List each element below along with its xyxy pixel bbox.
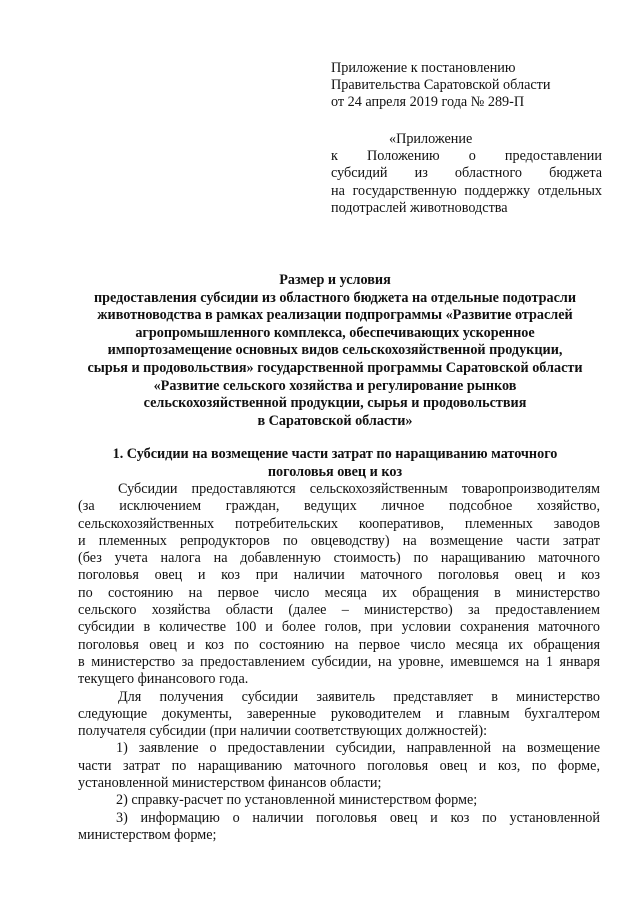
section-body [78,481,600,844]
text-line: 1) заявление о предоставлении субсидии, направленной на возмещение [116,740,600,757]
title-line: в Саратовской области» [257,412,413,429]
annex-reference [331,131,602,217]
list-item-application [78,740,600,792]
header-line: Правительства Саратовской области [331,77,551,94]
text-line: получателя субсидии (при наличии соответствующих должностей): [78,723,488,740]
title-line: предоставления субсидии из областного бюджета на отдельные подотрасли [93,289,577,306]
text-line: части затрат по наращиванию маточного поголовья овец и коз, по форме, [78,757,600,774]
text-line: и племенных репродукторов по овцеводству) на возмещение части затрат [78,532,600,549]
text-line: (без учета налога на добавленную стоимость) по наращиванию маточного [78,550,600,567]
text-line: в министерство за предоставлением субсидии, на уровне, имевшемся на 1 января [78,653,600,670]
annex-line: к Положению о предоставлении [331,148,602,165]
text-line: министерством форме; [78,826,217,843]
section-heading [70,446,600,481]
text-line: по состоянию на первое число месяца их обращения в министерство [78,584,600,601]
header-line: Приложение к постановлению [331,60,516,76]
title-line: агропромышленного комплекса, обеспечивающих ускоренное [135,324,535,341]
annex-line: подотраслей животноводства [331,199,508,216]
text-line: субсидии в количестве 100 и более голов, при условии сохранения маточного [78,619,600,636]
document-title [70,272,600,430]
text-line: Субсидии предоставляются сельскохозяйственным товаропроизводителям [118,481,600,497]
list-item-livestock-info [78,810,600,845]
text-line: следующие документы, заверенные руководителем и главным бухгалтером [78,705,600,722]
section-heading-line: 1. Субсидии на возмещение части затрат по наращиванию маточного [112,446,558,462]
text-line: (за исключением граждан, ведущих личное подсобное хозяйство, [78,498,600,515]
title-line: сырья и продовольствия» государственной программы Саратовской области [87,359,583,376]
annex-line: субсидий из областного бюджета [331,165,602,182]
text-line: сельского хозяйства области (далее – министерство) за предоставлением [78,602,600,619]
paragraph-documents [78,689,600,741]
text-line: Для получения субсидии заявитель представляет в министерство [118,688,600,705]
section-heading-line: поголовья овец и коз [267,463,403,480]
annex-title: «Приложение [389,131,473,147]
text-line: 2) справку-расчет по установленной министерством форме; [116,792,478,809]
list-item-calculation [78,792,600,809]
title-line: сельскохозяйственной продукции, сырья и продовольствия [143,395,527,412]
text-line: 3) информацию о наличии поголовья овец и коз по установленной [116,809,600,826]
title-line: Размер и условия [279,272,391,288]
header-line: от 24 апреля 2019 года № 289-П [331,94,525,111]
text-line: сельскохозяйственных потребительских кооперативов, племенных заводов [78,515,600,532]
resolution-reference [331,60,606,112]
text-line: поголовья овец и коз при наличии маточного поголовья овец и коз [78,567,600,584]
text-line: текущего финансового года. [78,671,249,688]
annex-line: на государственную поддержку отдельных [331,182,602,199]
title-line: животноводства в рамках реализации подпрограммы «Развитие отраслей [97,307,573,324]
title-line: импортозамещение основных видов сельскохозяйственной продукции, [107,342,563,359]
paragraph-subsidy-conditions [78,481,600,689]
title-line: «Развитие сельского хозяйства и регулирование рынков [153,377,517,394]
text-line: поголовья овец и коз по состоянию на первое число месяца их обращения [78,636,600,653]
text-line: установленной министерством финансов области; [78,775,382,792]
